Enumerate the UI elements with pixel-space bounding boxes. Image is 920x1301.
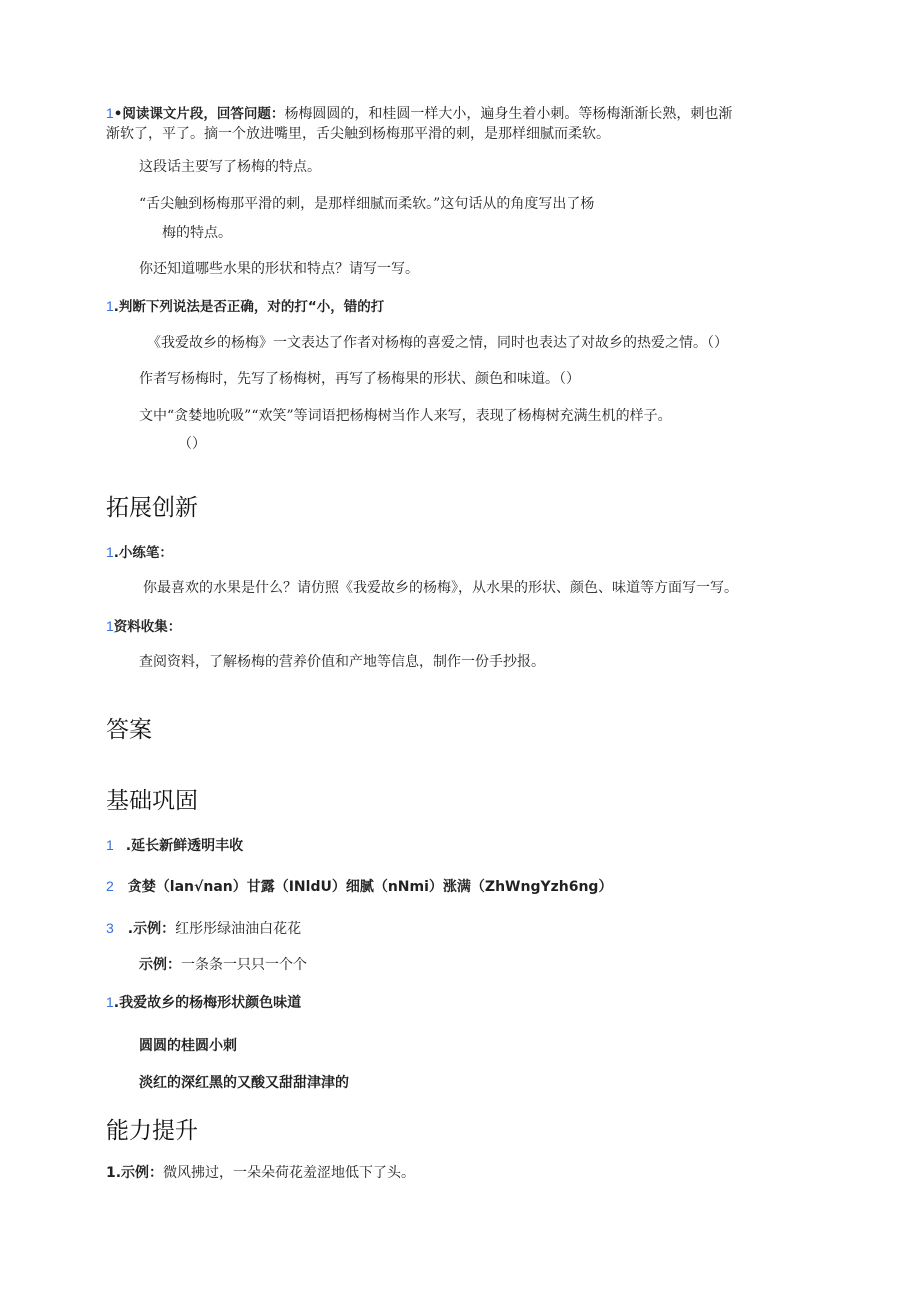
q1-number: 1 (106, 105, 114, 121)
answer-3b (139, 955, 307, 975)
q2-number: 1 (106, 298, 114, 314)
answers-heading: 答案 (106, 717, 152, 743)
expand-item1-text: 你最喜欢的水果是什么？请仿照《我爱故乡的杨梅》，从水果的形状、颜色、味道等方面写一写。 (143, 580, 738, 596)
answer-4 (106, 992, 301, 1013)
answer-4-line3: 淡红的深红黑的又酸又甜甜津津的 (139, 1075, 349, 1091)
q1-sub1: 这段话主要写了杨梅的特点。 (139, 159, 321, 175)
q2-statement-3-line1: 文中“贪婪地吮吸”“欢笑”等词语把杨梅树当作人来写，表现了杨梅树充满生机的样子。 (139, 408, 672, 424)
answer-3-number: 3 (106, 920, 114, 936)
ability-heading: 能力提升 (106, 1118, 198, 1144)
section-heading-expand: 拓展创新 (106, 495, 198, 521)
q1-title: •阅读课文片段，回答问题： (113, 106, 285, 122)
q2-statement-1: 《我爱故乡的杨梅》一文表达了作者对杨梅的喜爱之情，同时也表达了对故乡的热爱之情。（） (147, 335, 728, 351)
ability-answer-1-text: 微风拂过，一朵朵荷花羞涩地低下了头。 (163, 1165, 416, 1181)
answer-4-text: .我爱故乡的杨梅形状颜色味道 (113, 995, 302, 1011)
expand-item1-number: 1 (106, 544, 114, 560)
answer-3-label: .示例： (127, 921, 176, 937)
q2-statement-2: 作者写杨梅时，先写了杨梅树，再写了杨梅果的形状、颜色和味道。（） (139, 371, 580, 387)
ability-answer-1 (106, 1163, 415, 1183)
answer-2 (106, 876, 612, 897)
expand-item2-title: 资料收集： (113, 619, 182, 635)
q1-sub2-line2: 梅的特点。 (162, 225, 232, 241)
answer-4-number: 1 (106, 994, 114, 1010)
basic-heading: 基础巩固 (106, 788, 198, 814)
q1-passage-line2: 渐软了，平了。摘一个放进嘴里，舌尖触到杨梅那平滑的刺，是那样细腻而柔软。 (106, 126, 610, 142)
expand-item1-title: .小练笔： (113, 545, 173, 561)
answer-1-text: .延长新鲜透明丰收 (125, 838, 244, 854)
q2-title-line (106, 296, 384, 317)
ability-answer-1-label: 1.示例： (106, 1165, 164, 1181)
answer-3b-label: 示例： (139, 957, 181, 973)
expand-item2-number: 1 (106, 618, 114, 634)
answer-2-number: 2 (106, 878, 114, 894)
answer-4-line2: 圆圆的桂圆小刺 (139, 1038, 237, 1054)
expand-item1-title-line (106, 542, 173, 563)
q1-sub3: 你还知道哪些水果的形状和特点？请写一写。 (139, 261, 419, 277)
q2-statement-3-line2: （） (178, 436, 206, 452)
expand-item2-title-line (106, 616, 181, 637)
answer-1-number: 1 (106, 837, 114, 853)
q1-passage-line1: 杨梅圆圆的，和桂圆一样大小，遍身生着小刺。等杨梅渐渐长熟，刺也渐 (284, 106, 733, 122)
q2-title: .判断下列说法是否正确，对的打“小，错的打 (113, 299, 385, 315)
q1-line1 (106, 103, 732, 124)
q1-sub2-line1: “舌尖触到杨梅那平滑的刺，是那样细腻而柔软。”这句话从的角度写出了杨 (139, 196, 595, 212)
answer-3-text: 红彤彤绿油油白花花 (175, 921, 302, 937)
answer-3b-text: 一条条一只只一个个 (181, 957, 307, 973)
answer-3 (106, 918, 301, 939)
answer-1 (106, 835, 243, 856)
answer-2-text: 贪婪（lan√nan）甘露（INldU）细腻（nNmi）涨满（ZhWngYzh6ng） (127, 879, 613, 895)
expand-item2-text: 查阅资料，了解杨梅的营养价值和产地等信息，制作一份手抄报。 (139, 654, 545, 670)
